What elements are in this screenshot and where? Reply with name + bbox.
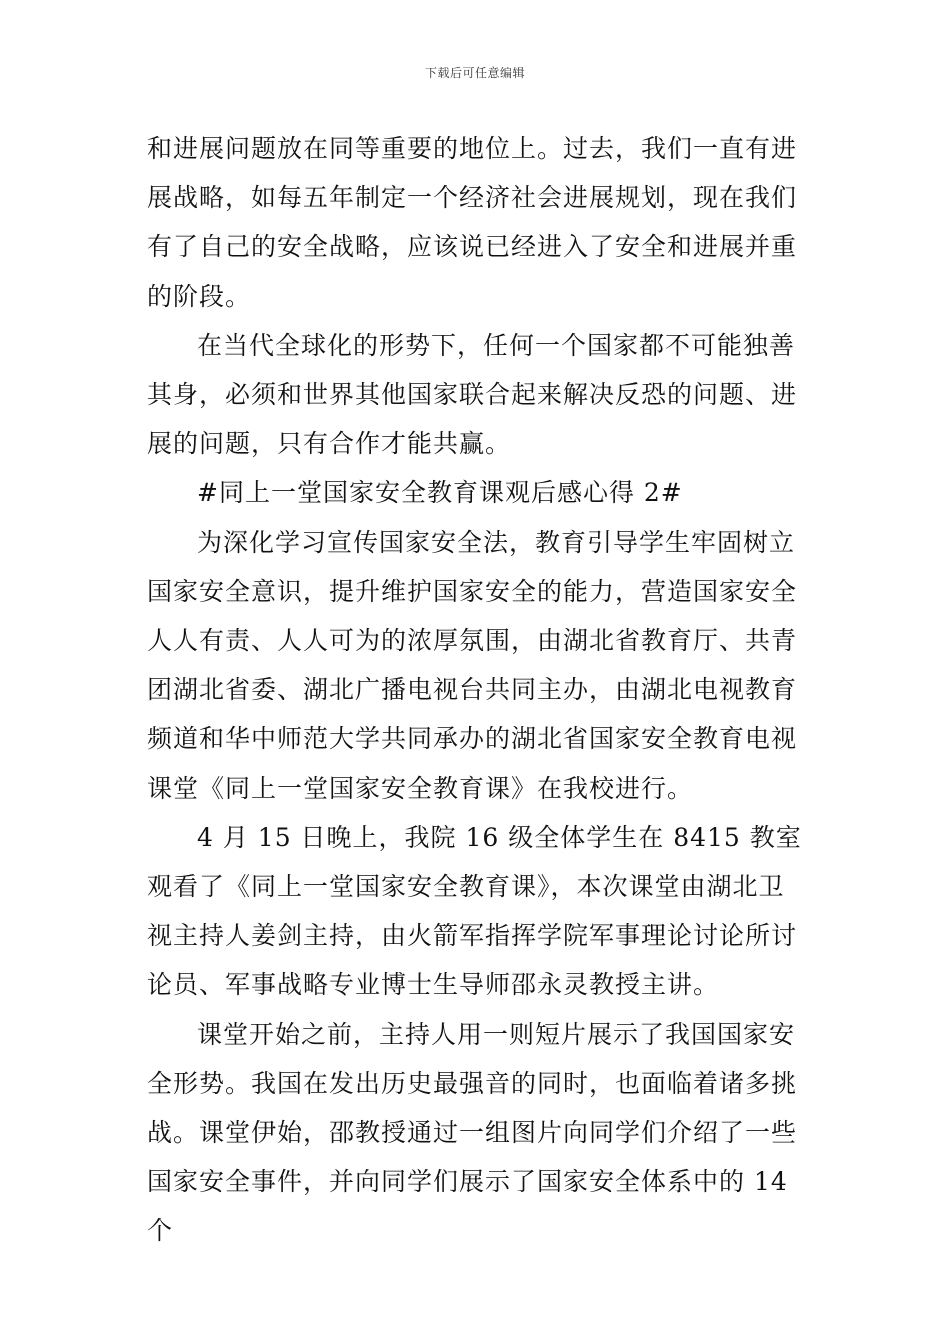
page-header-note: 下载后可任意编辑	[424, 66, 525, 80]
paragraph-2: 在当代全球化的形势下，任何一个国家都不可能独善其身，必须和世界其他国家联合起来解决反恐的问题、进展的问题，只有合作才能共赢。	[147, 330, 798, 459]
paragraph-3: 为深化学习宣传国家安全法，教育引导学生牢固树立国家安全意识，提升维护国家安全的能力，营造国家安全人人有责、人人可为的浓厚氛围，由湖北省教育厅、共青团湖北省委、湖北广播电视台共同主办，由湖北电视教育频道和华中师范大学共同承办的湖北省国家安全教育电视课堂《同上一堂国家安全教育课》在我校进行。	[147, 527, 798, 803]
section-heading: #同上一堂国家安全教育课观后感心得 2#	[197, 478, 683, 508]
document-body	[147, 124, 807, 1256]
paragraph-4: 4 月 15 日晚上，我院 16 级全体学生在 8415 教室观看了《同上一堂国家安全教育课》，本次课堂由湖北卫视主持人姜剑主持，由火箭军指挥学院军事理论讨论所讨论员、军事战略专业博士生导师邵永灵教授主讲。	[147, 822, 802, 1000]
paragraph-1: 和进展问题放在同等重要的地位上。过去，我们一直有进展战略，如每五年制定一个经济社会进展规划，现在我们有了自己的安全战略，应该说已经进入了安全和进展并重的阶段。	[147, 134, 798, 311]
paragraph-5: 课堂开始之前，主持人用一则短片展示了我国国家安全形势。我国在发出历史最强音的同时，也面临着诸多挑战。课堂伊始，邵教授通过一组图片向同学们介绍了一些国家安全事件，并向同学们展示了国家安全体系中的 14 个	[147, 1019, 798, 1246]
